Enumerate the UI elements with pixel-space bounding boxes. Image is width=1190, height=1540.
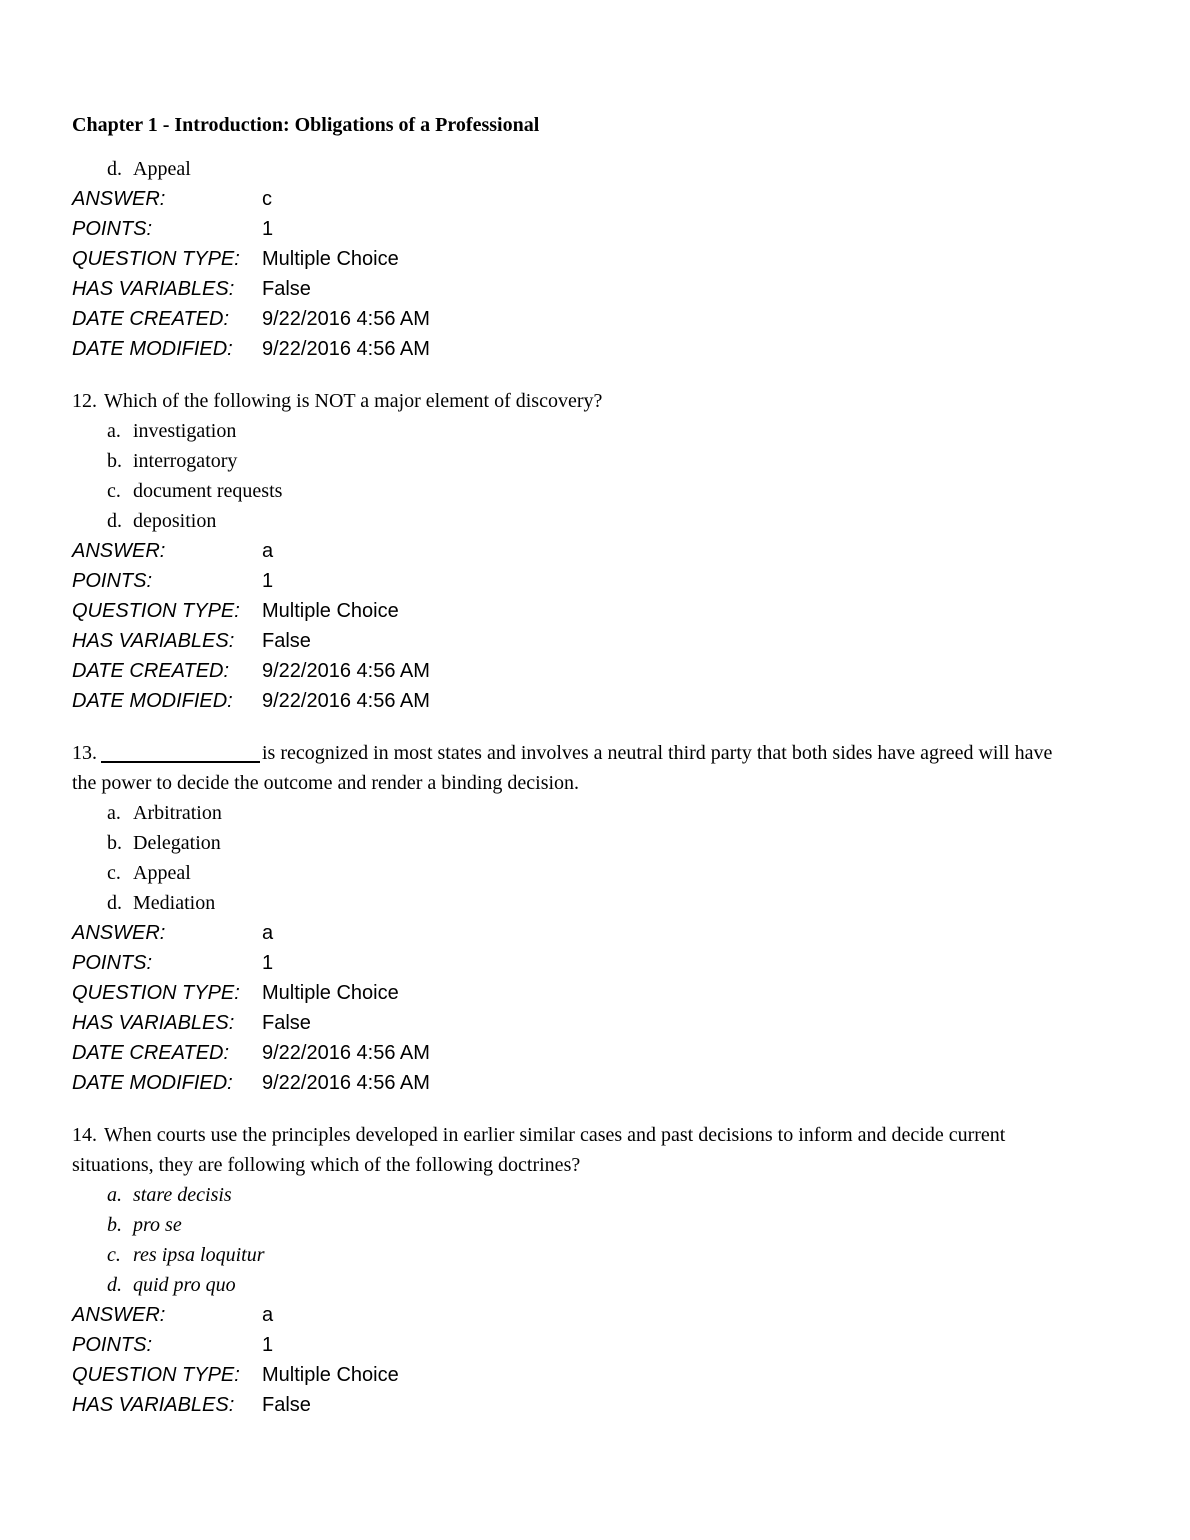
meta-value: 1 bbox=[262, 1334, 274, 1356]
option-text: Mediation bbox=[133, 892, 216, 914]
question-text-line-1 bbox=[72, 1120, 1118, 1150]
option-letter: b. bbox=[107, 450, 122, 472]
meta-row-date-created bbox=[72, 304, 1118, 334]
meta-row-points bbox=[72, 1330, 1118, 1360]
meta-row-question-type bbox=[72, 1360, 1118, 1390]
question-block-14 bbox=[72, 1120, 1118, 1420]
meta-value: False bbox=[262, 278, 311, 300]
meta-row-date-modified bbox=[72, 1068, 1118, 1098]
question-block-13 bbox=[72, 738, 1118, 1098]
meta-value: a bbox=[262, 540, 274, 562]
meta-label: QUESTION TYPE: bbox=[72, 1364, 240, 1386]
question-number: 14. bbox=[72, 1124, 97, 1146]
meta-label: ANSWER: bbox=[72, 540, 166, 562]
chapter-title: Chapter 1 - Introduction: Obligations of a Professional bbox=[72, 114, 540, 136]
meta-row-date-created bbox=[72, 656, 1118, 686]
option-text: pro se bbox=[133, 1214, 182, 1236]
meta-value: c bbox=[262, 188, 272, 210]
meta-value: 9/22/2016 4:56 AM bbox=[262, 338, 430, 360]
option-text: Appeal bbox=[133, 158, 191, 180]
meta-value: False bbox=[262, 1394, 311, 1416]
option-row bbox=[72, 446, 1118, 476]
question-number: 12. bbox=[72, 390, 97, 412]
meta-value: False bbox=[262, 1012, 311, 1034]
meta-value: 9/22/2016 4:56 AM bbox=[262, 1072, 430, 1094]
meta-value: 9/22/2016 4:56 AM bbox=[262, 1042, 430, 1064]
meta-value: Multiple Choice bbox=[262, 982, 399, 1004]
option-row bbox=[72, 858, 1118, 888]
option-row bbox=[72, 476, 1118, 506]
option-row bbox=[72, 1180, 1118, 1210]
option-row bbox=[72, 828, 1118, 858]
question-text-body: When courts use the principles developed in earlier similar cases and past decisions to inform and decide current bbox=[104, 1124, 1006, 1146]
option-letter: a. bbox=[107, 420, 121, 442]
meta-row-points bbox=[72, 566, 1118, 596]
meta-row-has-variables bbox=[72, 626, 1118, 656]
question-number: 13. bbox=[72, 742, 97, 764]
meta-row-answer bbox=[72, 184, 1118, 214]
option-text: investigation bbox=[133, 420, 237, 442]
meta-row-points bbox=[72, 214, 1118, 244]
option-text: quid pro quo bbox=[133, 1274, 236, 1296]
question-text-body: Which of the following is NOT a major element of discovery? bbox=[104, 390, 603, 412]
option-row bbox=[72, 154, 1118, 184]
meta-row-points bbox=[72, 948, 1118, 978]
meta-row-question-type bbox=[72, 978, 1118, 1008]
option-text: Appeal bbox=[133, 862, 191, 884]
option-text: Delegation bbox=[133, 832, 221, 854]
meta-value: a bbox=[262, 922, 274, 944]
option-text: deposition bbox=[133, 510, 217, 532]
meta-label: DATE MODIFIED: bbox=[72, 1072, 233, 1094]
meta-row-has-variables bbox=[72, 1390, 1118, 1420]
meta-row-date-created bbox=[72, 1038, 1118, 1068]
option-row bbox=[72, 798, 1118, 828]
meta-label: POINTS: bbox=[72, 952, 153, 974]
option-row bbox=[72, 888, 1118, 918]
question-text-body: is recognized in most states and involves a neutral third party that both sides have agreed will have bbox=[262, 742, 1053, 764]
meta-row-answer bbox=[72, 536, 1118, 566]
meta-row-answer bbox=[72, 918, 1118, 948]
option-letter: a. bbox=[107, 802, 121, 824]
meta-label: DATE CREATED: bbox=[72, 660, 230, 682]
option-letter: c. bbox=[107, 862, 121, 884]
meta-value: 1 bbox=[262, 218, 274, 240]
question-text-line-1 bbox=[72, 738, 1118, 768]
meta-label: HAS VARIABLES: bbox=[72, 630, 235, 652]
question-text-line-2: situations, they are following which of the following doctrines? bbox=[72, 1154, 581, 1176]
meta-label: DATE CREATED: bbox=[72, 308, 230, 330]
meta-row-answer bbox=[72, 1300, 1118, 1330]
question-text bbox=[72, 386, 1118, 416]
meta-row-has-variables bbox=[72, 1008, 1118, 1038]
meta-label: ANSWER: bbox=[72, 922, 166, 944]
option-row bbox=[72, 1270, 1118, 1300]
meta-value: 1 bbox=[262, 570, 274, 592]
option-letter: c. bbox=[107, 480, 121, 502]
meta-label: ANSWER: bbox=[72, 1304, 166, 1326]
meta-value: Multiple Choice bbox=[262, 1364, 399, 1386]
meta-value: a bbox=[262, 1304, 274, 1326]
meta-label: HAS VARIABLES: bbox=[72, 1394, 235, 1416]
option-letter: c. bbox=[107, 1244, 121, 1266]
option-text: res ipsa loquitur bbox=[133, 1244, 265, 1266]
option-text: document requests bbox=[133, 480, 283, 502]
meta-row-question-type bbox=[72, 244, 1118, 274]
option-text: stare decisis bbox=[133, 1184, 232, 1206]
question-text-line-2: the power to decide the outcome and render a binding decision. bbox=[72, 772, 580, 794]
meta-value: Multiple Choice bbox=[262, 248, 399, 270]
meta-value: 9/22/2016 4:56 AM bbox=[262, 690, 430, 712]
meta-label: DATE MODIFIED: bbox=[72, 690, 233, 712]
meta-label: DATE MODIFIED: bbox=[72, 338, 233, 360]
option-letter: d. bbox=[107, 892, 122, 914]
meta-value: False bbox=[262, 630, 311, 652]
option-text: interrogatory bbox=[133, 450, 238, 472]
meta-label: QUESTION TYPE: bbox=[72, 982, 240, 1004]
fill-in-blank-underline bbox=[101, 761, 260, 763]
meta-row-date-modified bbox=[72, 686, 1118, 716]
meta-row-question-type bbox=[72, 596, 1118, 626]
meta-value: 1 bbox=[262, 952, 274, 974]
option-letter: d. bbox=[107, 510, 122, 532]
meta-label: QUESTION TYPE: bbox=[72, 600, 240, 622]
option-letter: b. bbox=[107, 1214, 122, 1236]
meta-value: 9/22/2016 4:56 AM bbox=[262, 308, 430, 330]
meta-label: QUESTION TYPE: bbox=[72, 248, 240, 270]
question-block-12 bbox=[72, 386, 1118, 716]
meta-label: ANSWER: bbox=[72, 188, 166, 210]
option-text: Arbitration bbox=[133, 802, 222, 824]
option-letter: d. bbox=[107, 158, 122, 180]
option-row bbox=[72, 416, 1118, 446]
meta-label: POINTS: bbox=[72, 1334, 153, 1356]
option-letter: a. bbox=[107, 1184, 122, 1206]
meta-label: POINTS: bbox=[72, 570, 153, 592]
option-letter: d. bbox=[107, 1274, 122, 1296]
option-row bbox=[72, 1210, 1118, 1240]
meta-value: 9/22/2016 4:56 AM bbox=[262, 660, 430, 682]
question-block-continuation bbox=[72, 154, 1118, 364]
meta-label: DATE CREATED: bbox=[72, 1042, 230, 1064]
option-letter: b. bbox=[107, 832, 122, 854]
meta-label: HAS VARIABLES: bbox=[72, 278, 235, 300]
option-row bbox=[72, 1240, 1118, 1270]
meta-row-has-variables bbox=[72, 274, 1118, 304]
meta-label: POINTS: bbox=[72, 218, 153, 240]
meta-value: Multiple Choice bbox=[262, 600, 399, 622]
meta-row-date-modified bbox=[72, 334, 1118, 364]
meta-label: HAS VARIABLES: bbox=[72, 1012, 235, 1034]
option-row bbox=[72, 506, 1118, 536]
